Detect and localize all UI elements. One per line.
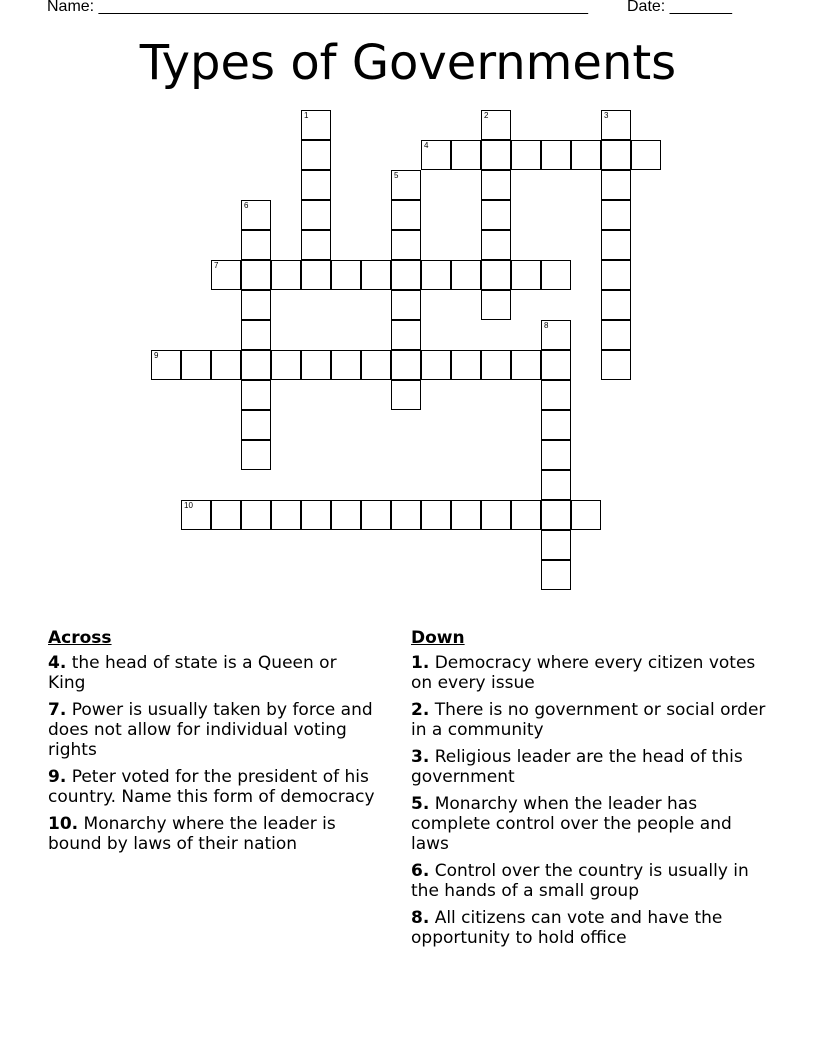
grid-cell[interactable] <box>451 500 481 530</box>
clue-text: Power is usually taken by force and does not allow for individual voting rights <box>48 700 373 760</box>
grid-cell[interactable] <box>421 500 451 530</box>
clue-item <box>48 814 378 854</box>
grid-cell[interactable] <box>391 200 421 230</box>
grid-cell[interactable] <box>541 380 571 410</box>
grid-cell[interactable] <box>481 350 511 380</box>
clue-text: All citizens can vote and have the opportunity to hold office <box>411 908 723 948</box>
grid-cell[interactable] <box>481 110 511 140</box>
clue-item <box>411 653 766 693</box>
clue-item <box>48 767 378 807</box>
across-clues <box>48 628 378 861</box>
grid-cell[interactable] <box>541 560 571 590</box>
grid-cell[interactable] <box>331 260 361 290</box>
grid-cell[interactable] <box>511 500 541 530</box>
clue-text: Democracy where every citizen votes on every issue <box>411 653 756 693</box>
grid-cell[interactable] <box>361 350 391 380</box>
grid-cell[interactable] <box>571 140 601 170</box>
grid-cell[interactable] <box>421 260 451 290</box>
grid-cell[interactable] <box>391 380 421 410</box>
clue-item <box>411 747 766 787</box>
grid-cell[interactable] <box>541 320 571 350</box>
clue-number-label: 5 <box>394 171 399 180</box>
grid-cell[interactable] <box>451 350 481 380</box>
grid-cell[interactable] <box>241 500 271 530</box>
clue-text: Peter voted for the president of his country. Name this form of democracy <box>48 767 375 807</box>
grid-cell[interactable] <box>391 170 421 200</box>
grid-cell[interactable] <box>511 260 541 290</box>
grid-cell[interactable] <box>271 350 301 380</box>
clue-number-label: 7 <box>214 261 219 270</box>
grid-cell[interactable] <box>391 500 421 530</box>
grid-cell[interactable] <box>391 260 421 290</box>
grid-cell[interactable] <box>601 170 631 200</box>
clue-number-label: 1 <box>304 111 309 120</box>
grid-cell[interactable] <box>211 500 241 530</box>
clue-number: 10. <box>48 814 79 834</box>
grid-cell[interactable] <box>271 260 301 290</box>
clue-number: 3. <box>411 747 430 767</box>
grid-cell[interactable] <box>271 500 301 530</box>
clue-number-label: 6 <box>244 201 249 210</box>
grid-cell[interactable] <box>391 320 421 350</box>
grid-cell[interactable] <box>391 350 421 380</box>
grid-cell[interactable] <box>241 290 271 320</box>
grid-cell[interactable] <box>241 200 271 230</box>
grid-cell[interactable] <box>211 260 241 290</box>
grid-cell[interactable] <box>511 350 541 380</box>
grid-cell[interactable] <box>601 230 631 260</box>
grid-cell[interactable] <box>301 350 331 380</box>
grid-cell[interactable] <box>601 290 631 320</box>
clue-number-label: 8 <box>544 321 549 330</box>
across-heading: Across <box>48 628 112 648</box>
grid-cell[interactable] <box>571 500 601 530</box>
grid-cell[interactable] <box>361 260 391 290</box>
grid-cell[interactable] <box>301 140 331 170</box>
clue-number-label: 3 <box>604 111 609 120</box>
grid-cell[interactable] <box>241 230 271 260</box>
grid-cell[interactable] <box>601 140 631 170</box>
name-field[interactable]: Name: _______________________________________________________ <box>47 0 588 15</box>
grid-cell[interactable] <box>301 110 331 140</box>
grid-cell[interactable] <box>511 140 541 170</box>
grid-cell[interactable] <box>451 140 481 170</box>
grid-cell[interactable] <box>541 140 571 170</box>
clue-item <box>411 700 766 740</box>
grid-cell[interactable] <box>481 140 511 170</box>
grid-cell[interactable] <box>241 380 271 410</box>
down-heading: Down <box>411 628 465 648</box>
grid-cell[interactable] <box>481 200 511 230</box>
grid-cell[interactable] <box>601 200 631 230</box>
grid-cell[interactable] <box>541 260 571 290</box>
clue-text: Control over the country is usually in the hands of a small group <box>411 861 749 901</box>
clue-item <box>48 653 378 693</box>
grid-cell[interactable] <box>541 530 571 560</box>
grid-cell[interactable] <box>301 170 331 200</box>
grid-cell[interactable] <box>601 110 631 140</box>
clue-number-label: 9 <box>154 351 159 360</box>
grid-cell[interactable] <box>301 500 331 530</box>
clue-number: 7. <box>48 700 67 720</box>
grid-cell[interactable] <box>601 260 631 290</box>
grid-cell[interactable] <box>301 200 331 230</box>
clue-item <box>411 861 766 901</box>
down-clues <box>411 628 766 955</box>
grid-cell[interactable] <box>481 170 511 200</box>
grid-cell[interactable] <box>241 260 271 290</box>
clue-number-label: 4 <box>424 141 429 150</box>
grid-cell[interactable] <box>361 500 391 530</box>
grid-cell[interactable] <box>541 500 571 530</box>
grid-cell[interactable] <box>211 350 241 380</box>
grid-cell[interactable] <box>181 500 211 530</box>
clue-text: the head of state is a Queen or King <box>48 653 337 693</box>
clue-number: 8. <box>411 908 430 928</box>
grid-cell[interactable] <box>241 440 271 470</box>
clue-number: 6. <box>411 861 430 881</box>
grid-cell[interactable] <box>541 470 571 500</box>
clue-number: 4. <box>48 653 67 673</box>
clue-number-label: 10 <box>184 501 193 510</box>
clue-number: 9. <box>48 767 67 787</box>
grid-cell[interactable] <box>241 350 271 380</box>
grid-cell[interactable] <box>481 290 511 320</box>
grid-cell[interactable] <box>181 350 211 380</box>
clue-text: Religious leader are the head of this government <box>411 747 743 787</box>
clue-text: Monarchy where the leader is bound by laws of their nation <box>48 814 336 854</box>
clue-item <box>48 700 378 760</box>
grid-cell[interactable] <box>601 350 631 380</box>
grid-cell[interactable] <box>241 410 271 440</box>
grid-cell[interactable] <box>331 500 361 530</box>
grid-cell[interactable] <box>421 350 451 380</box>
date-field[interactable]: Date: _______ <box>627 0 732 15</box>
clue-number-label: 2 <box>484 111 489 120</box>
grid-cell[interactable] <box>481 260 511 290</box>
grid-cell[interactable] <box>481 500 511 530</box>
clue-text: Monarchy when the leader has complete control over the people and laws <box>411 794 732 854</box>
grid-cell[interactable] <box>301 230 331 260</box>
grid-cell[interactable] <box>301 260 331 290</box>
grid-cell[interactable] <box>481 230 511 260</box>
clue-number: 5. <box>411 794 430 814</box>
clue-item <box>411 908 766 948</box>
grid-cell[interactable] <box>451 260 481 290</box>
clue-text: There is no government or social order in a community <box>411 700 766 740</box>
grid-cell[interactable] <box>541 350 571 380</box>
grid-cell[interactable] <box>541 440 571 470</box>
clue-number: 2. <box>411 700 430 720</box>
grid-cell[interactable] <box>241 320 271 350</box>
grid-cell[interactable] <box>601 320 631 350</box>
grid-cell[interactable] <box>151 350 181 380</box>
grid-cell[interactable] <box>391 290 421 320</box>
page-title: Types of Governments <box>139 35 677 91</box>
grid-cell[interactable] <box>631 140 661 170</box>
clue-number: 1. <box>411 653 430 673</box>
grid-cell[interactable] <box>421 140 451 170</box>
grid-cell[interactable] <box>391 230 421 260</box>
grid-cell[interactable] <box>331 350 361 380</box>
grid-cell[interactable] <box>541 410 571 440</box>
clue-item <box>411 794 766 854</box>
